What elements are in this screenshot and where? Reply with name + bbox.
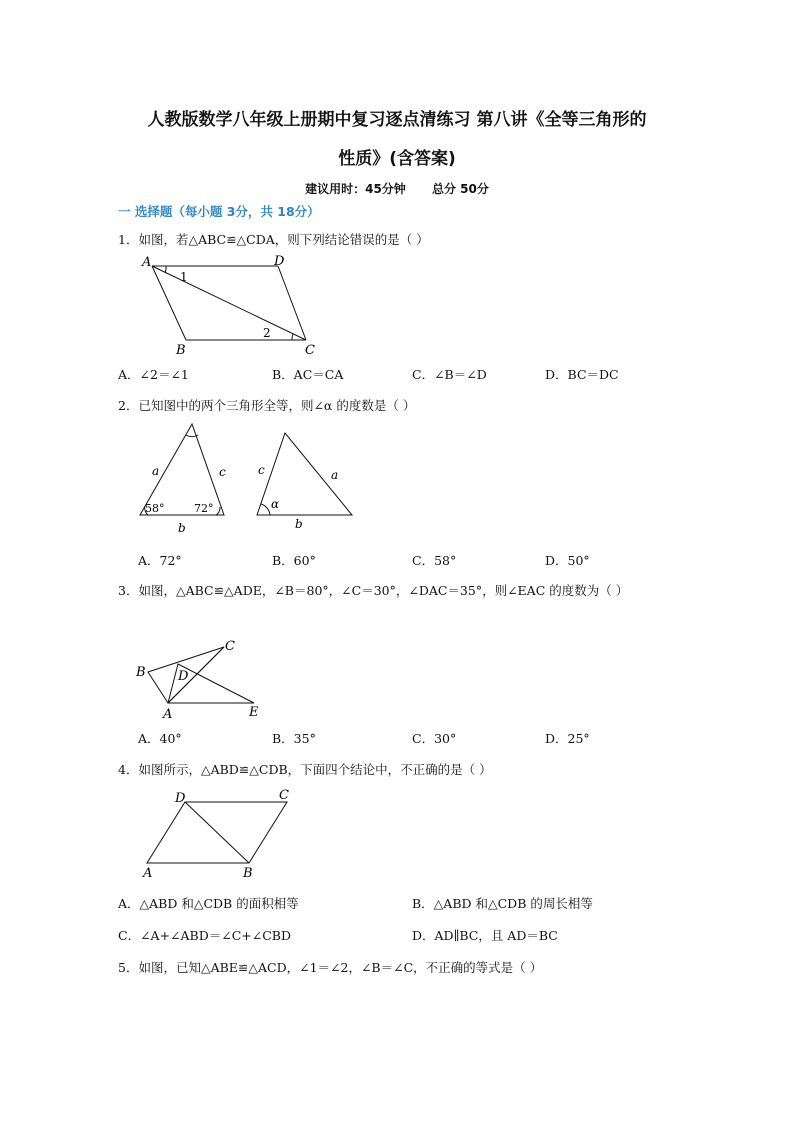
time-score-line (0, 180, 794, 197)
question-2-figure (130, 418, 370, 538)
label-d: D (175, 791, 186, 806)
time-label: 建议用时：45分钟 (305, 182, 406, 196)
label-alpha: α (271, 497, 280, 511)
diagonal-db (185, 802, 249, 863)
label-a: A (143, 866, 153, 881)
question-3-figure (130, 634, 280, 724)
label-e: E (249, 705, 259, 720)
label-c: C (225, 639, 235, 654)
q2-option-d[interactable]: D．50° (545, 553, 590, 568)
label-angle-2: 2 (263, 326, 271, 340)
title-line-2: 性质》(含答案) (338, 149, 456, 169)
segment-ac (168, 647, 224, 703)
title-line-1: 人教版数学八年级上册期中复习逐点清练习 第八讲《全等三角形的 (147, 110, 647, 130)
q4-option-b[interactable]: B．△ABD 和△CDB 的周长相等 (412, 896, 593, 911)
label-c: C (305, 343, 315, 358)
q1-option-d[interactable]: D．BC＝DC (545, 367, 619, 382)
label-c-left: c (219, 465, 226, 479)
label-72: 72° (194, 502, 214, 515)
q3-option-c[interactable]: C．30° (412, 731, 457, 746)
label-b: B (176, 343, 186, 358)
q3-option-d[interactable]: D．25° (545, 731, 590, 746)
label-c-right: c (258, 463, 265, 477)
q4-option-d[interactable]: D．AD∥BC，且 AD＝BC (412, 928, 558, 943)
label-a: A (163, 707, 173, 722)
label-58: 58° (145, 502, 165, 515)
label-a-left: a (152, 464, 160, 478)
label-b: B (136, 665, 146, 680)
label-b-left: b (178, 521, 186, 535)
question-3-text: 3．如图，△ABC≌△ADE，∠B＝80°，∠C＝30°，∠DAC＝35°，则∠EAC 的度数为（ ） (118, 583, 629, 598)
label-angle-1: 1 (180, 270, 188, 284)
label-c: C (279, 788, 289, 803)
label-d: D (274, 254, 285, 269)
q4-option-a[interactable]: A．△ABD 和△CDB 的面积相等 (118, 896, 299, 911)
angle-2-arc (292, 334, 293, 340)
q1-option-b[interactable]: B．AC＝CA (272, 367, 344, 382)
score-label: 总分 50分 (432, 182, 489, 196)
label-a-right: a (331, 468, 339, 482)
label-b-right: b (295, 517, 303, 531)
question-4-text: 4．如图所示，△ABD≌△CDB，下面四个结论中，不正确的是（ ） (118, 762, 492, 777)
q3-option-a[interactable]: A．40° (138, 731, 182, 746)
question-2-text: 2．已知图中的两个三角形全等，则∠α 的度数是（ ） (118, 398, 416, 413)
angle-alpha-arc (261, 504, 270, 515)
q4-option-c[interactable]: C．∠A+∠ABD＝∠C+∠CBD (118, 928, 292, 943)
q2-option-b[interactable]: B．60° (272, 553, 316, 568)
q3-option-b[interactable]: B．35° (272, 731, 316, 746)
label-b: B (243, 866, 253, 881)
q1-option-c[interactable]: C．∠B＝∠D (412, 367, 487, 382)
question-4-figure (135, 785, 315, 880)
q2-option-a[interactable]: A．72° (138, 553, 182, 568)
q2-option-c[interactable]: C．58° (412, 553, 457, 568)
question-1-text: 1．如图，若△ABC≌△CDA，则下列结论错误的是（ ） (118, 232, 429, 247)
label-d: D (178, 669, 189, 684)
question-5-text: 5．如图，已知△ABE≌△ACD，∠1＝∠2，∠B＝∠C，不正确的等式是（ ） (118, 960, 543, 975)
q1-option-a[interactable]: A．∠2＝∠1 (118, 367, 189, 382)
question-1-figure (130, 250, 330, 360)
section-heading: 一 选择题（每小题 3分，共 18分） (118, 204, 320, 219)
diagonal-ac (152, 266, 306, 340)
angle-72-arc (216, 507, 220, 515)
label-a: A (142, 255, 152, 270)
angle-1-arc (165, 266, 166, 273)
